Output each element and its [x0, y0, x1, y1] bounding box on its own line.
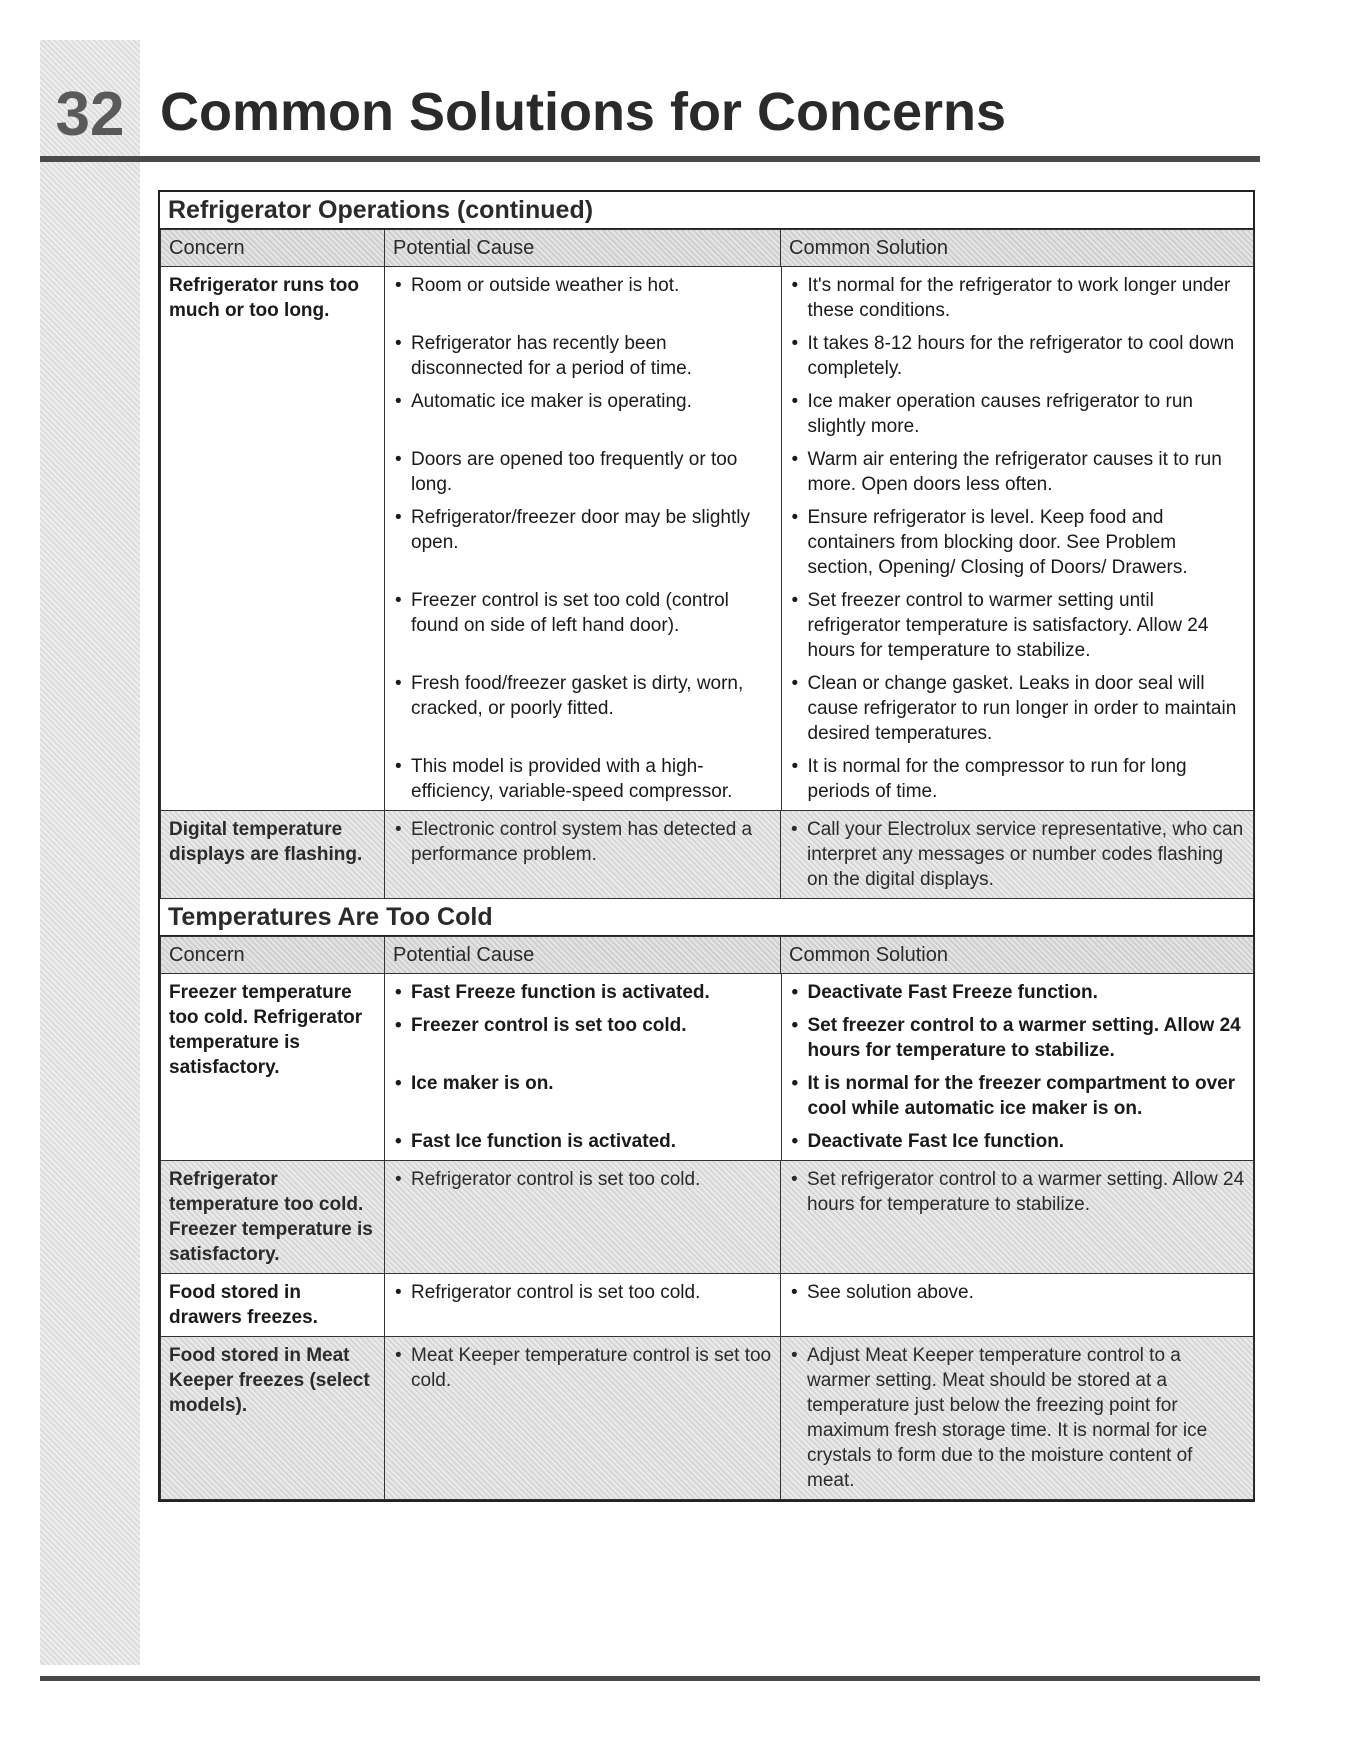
- temperatures-too-cold-table: [160, 936, 1254, 1500]
- list-item: [385, 327, 1254, 385]
- list-item: [385, 750, 1254, 810]
- solution-cell: [781, 1337, 1254, 1500]
- concern-cell: Freezer temperature too cold. Refrigerator temperature is satisfactory.: [161, 974, 385, 1161]
- cause-item: • Ice maker is on.: [393, 1071, 773, 1096]
- cause-item: • Fast Freeze function is activated.: [393, 980, 773, 1005]
- cause-item: • Fast Ice function is activated.: [393, 1129, 773, 1154]
- list-item: [385, 385, 1254, 443]
- solution-cell: [781, 1274, 1254, 1337]
- solution-item: • Set refrigerator control to a warmer setting. Allow 24 hours for temperature to stabilize.: [789, 1167, 1245, 1217]
- cause-item: • Refrigerator has recently been disconnected for a period of time.: [393, 331, 773, 381]
- section-title-temperatures-too-cold: Temperatures Are Too Cold: [160, 899, 1253, 936]
- solution-cell: [781, 811, 1254, 899]
- solution-item: • Call your Electrolux service representative, who can interpret any messages or number codes flashing on the digital displays.: [789, 817, 1245, 892]
- cause-cell: [385, 974, 1254, 1161]
- list-item: [385, 667, 1254, 750]
- concern-cell: Food stored in drawers freezes.: [161, 1274, 385, 1337]
- solution-item: • Deactivate Fast Ice function.: [790, 1129, 1247, 1154]
- table-row: [161, 974, 1254, 1161]
- page-number: 32: [55, 80, 125, 149]
- cause-item: • Refrigerator control is set too cold.: [393, 1280, 772, 1305]
- concern-cell: Digital temperature displays are flashing.: [161, 811, 385, 899]
- list-item: [385, 584, 1254, 667]
- header-cause: Potential Cause: [385, 937, 781, 974]
- solution-item: • Ensure refrigerator is level. Keep food and containers from blocking door. See Problem section, Opening/ Closing of Doors/ Drawers.: [790, 505, 1247, 580]
- section-title-refrigerator-operations: Refrigerator Operations (continued): [160, 192, 1253, 229]
- cause-item: • Freezer control is set too cold.: [393, 1013, 773, 1038]
- table-row: [161, 267, 1254, 811]
- header-concern: Concern: [161, 230, 385, 267]
- top-rule: [40, 156, 1260, 162]
- solution-item: • Clean or change gasket. Leaks in door seal will cause refrigerator to run longer in order to maintain desired temperatures.: [790, 671, 1247, 746]
- list-item: [385, 501, 1254, 584]
- solution-item: • Set freezer control to warmer setting until refrigerator temperature is satisfactory. Allow 24 hours for temperature to stabilize.: [790, 588, 1247, 663]
- table-row: [161, 1274, 1254, 1337]
- solution-item: • Deactivate Fast Freeze function.: [790, 980, 1247, 1005]
- cause-item: • Electronic control system has detected a performance problem.: [393, 817, 772, 867]
- header-concern: Concern: [161, 937, 385, 974]
- cause-item: • Refrigerator/freezer door may be slightly open.: [393, 505, 773, 555]
- page-title: Common Solutions for Concerns: [160, 82, 1007, 142]
- solution-item: • It's normal for the refrigerator to work longer under these conditions.: [790, 273, 1247, 323]
- solution-cell: [781, 1161, 1254, 1274]
- cause-item: • Doors are opened too frequently or too long.: [393, 447, 773, 497]
- solution-item: • See solution above.: [789, 1280, 1245, 1305]
- solution-item: • Ice maker operation causes refrigerator to run slightly more.: [790, 389, 1247, 439]
- cause-item: • Freezer control is set too cold (control found on side of left hand door).: [393, 588, 773, 638]
- table-row: [161, 1161, 1254, 1274]
- cause-cell: [385, 267, 1254, 811]
- concern-cell: Food stored in Meat Keeper freezes (select models).: [161, 1337, 385, 1500]
- cause-item: • This model is provided with a high-efficiency, variable-speed compressor.: [393, 754, 773, 804]
- table-row: [161, 1337, 1254, 1500]
- decorative-side-strip: [40, 40, 140, 1665]
- list-item: [385, 1125, 1254, 1160]
- solution-item: • Adjust Meat Keeper temperature control to a warmer setting. Meat should be stored at a temperature just below the freezing point for maximum fresh storage time. It is normal for ice crystals to form due to the moisture content of meat.: [789, 1343, 1245, 1493]
- bottom-rule: [40, 1676, 1260, 1681]
- cause-item: • Refrigerator control is set too cold.: [393, 1167, 772, 1192]
- cause-cell: [385, 1337, 781, 1500]
- cause-item: • Automatic ice maker is operating.: [393, 389, 773, 414]
- refrigerator-operations-table: [160, 229, 1254, 899]
- list-item: [385, 1009, 1254, 1067]
- cause-cell: [385, 811, 781, 899]
- solution-item: • It is normal for the compressor to run for long periods of time.: [790, 754, 1247, 804]
- solution-item: • It is normal for the freezer compartment to over cool while automatic ice maker is on.: [790, 1071, 1247, 1121]
- cause-cell: [385, 1161, 781, 1274]
- solution-item: • It takes 8-12 hours for the refrigerator to cool down completely.: [790, 331, 1247, 381]
- header-cause: Potential Cause: [385, 230, 781, 267]
- list-item: [385, 443, 1254, 501]
- table-header-row: [161, 937, 1254, 974]
- concern-cell: Refrigerator runs too much or too long.: [161, 267, 385, 811]
- cause-item: • Meat Keeper temperature control is set too cold.: [393, 1343, 772, 1393]
- cause-cell: [385, 1274, 781, 1337]
- solution-item: • Set freezer control to a warmer setting. Allow 24 hours for temperature to stabilize.: [790, 1013, 1247, 1063]
- list-item: [385, 1067, 1254, 1125]
- cause-item: • Fresh food/freezer gasket is dirty, worn, cracked, or poorly fitted.: [393, 671, 773, 721]
- table-row: [161, 811, 1254, 899]
- solution-item: • Warm air entering the refrigerator causes it to run more. Open doors less often.: [790, 447, 1247, 497]
- header-solution: Common Solution: [781, 230, 1254, 267]
- cause-item: • Room or outside weather is hot.: [393, 273, 773, 298]
- header-solution: Common Solution: [781, 937, 1254, 974]
- concern-cell: Refrigerator temperature too cold. Freezer temperature is satisfactory.: [161, 1161, 385, 1274]
- list-item: [385, 974, 1254, 1009]
- table-header-row: [161, 230, 1254, 267]
- troubleshooting-panel: [158, 190, 1255, 1502]
- list-item: [385, 267, 1254, 327]
